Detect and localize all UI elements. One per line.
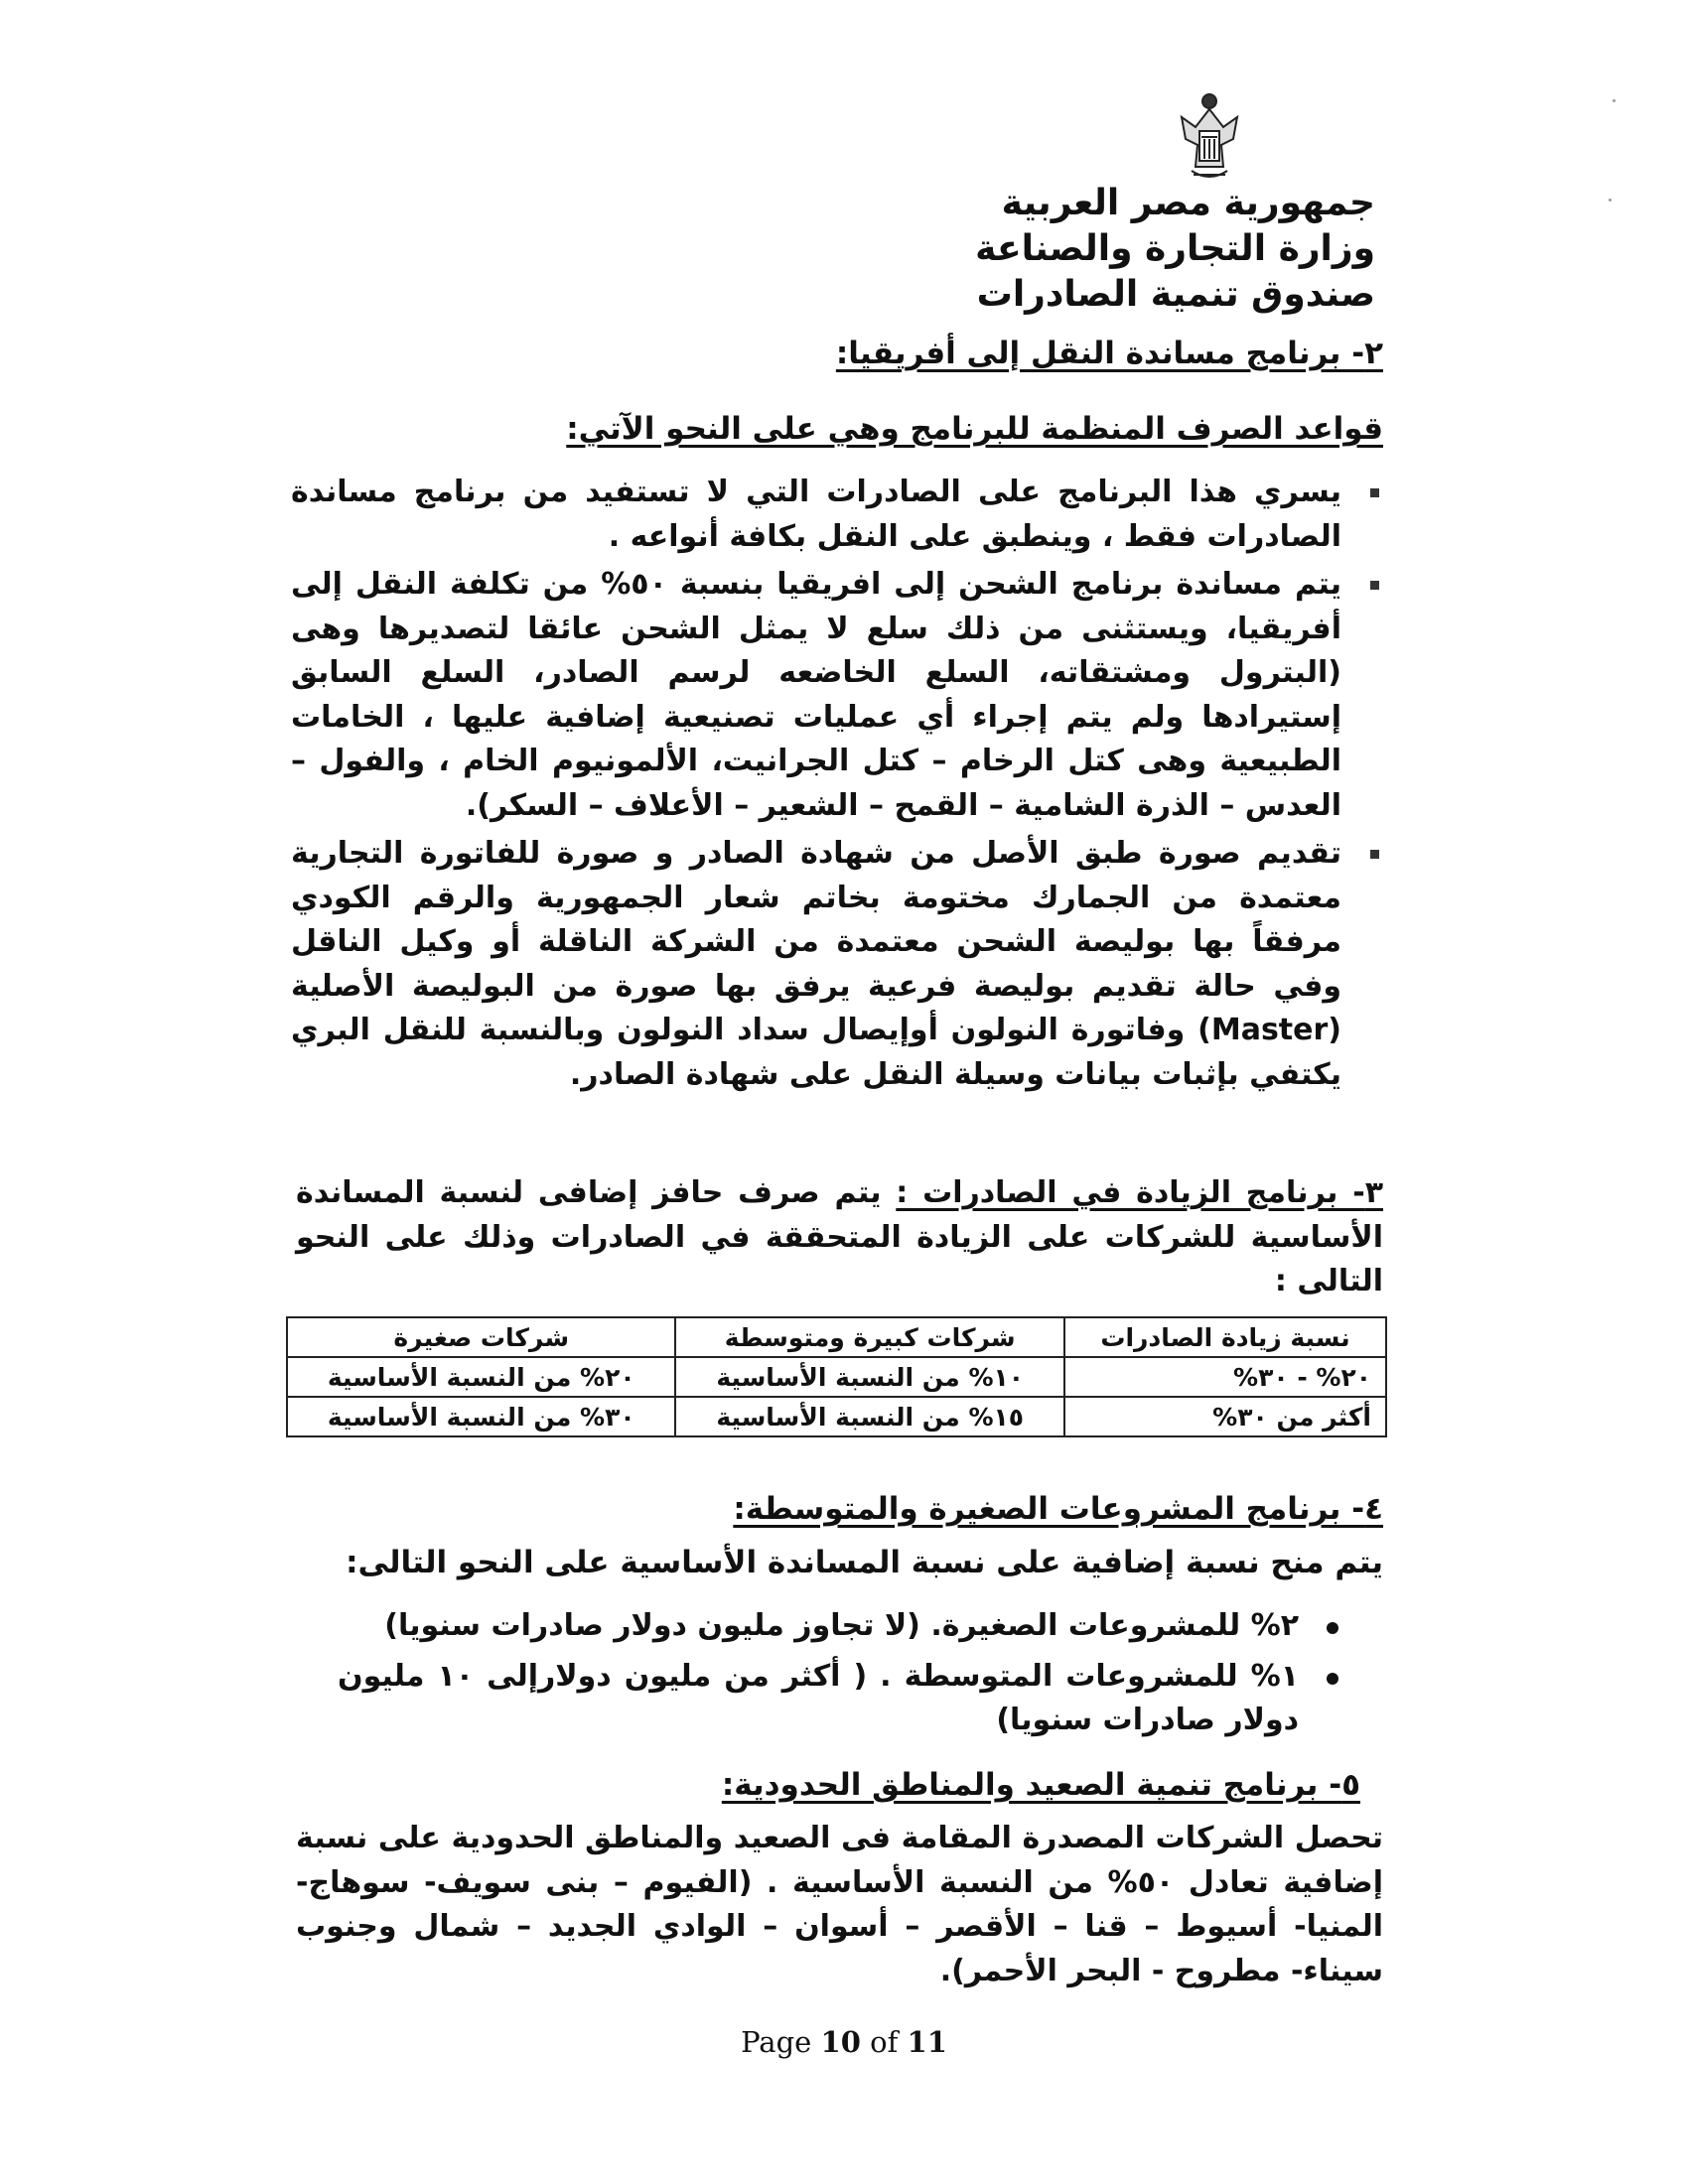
fund-name: صندوق تنمية الصادرات <box>976 274 1375 315</box>
section5-text: تحصل الشركات المصدرة المقامة فى الصعيد والمناطق الحدودية على نسبة إضافية تعادل ٥٠% من النسبة الأساسية . (الفيوم – بنى سويف- سوهاج- المنيا- أسيوط – قنا – الأقصر – أسوان – الوادي الجديد – شمال وجنوب سيناء- مطروح - البحر الأحمر). <box>296 1821 1383 1988</box>
page-current: 10 <box>820 2025 861 2059</box>
bullet-text: يتم مساندة برنامج الشحن إلى افريقيا بنسبة ٥٠% من تكلفة النقل إلى أفريقيا، ويستثنى من ذلك سلع لا يمثل الشحن عائقا لتصديرها وهى (البترول ومشتقاته، السلع الخاضعه لرسم الصادر، السلع السابق إستيرادها ولم يتم إجراء أي عمليات تصنيعية إضافية عليها ، الخامات الطبيعية وهى كتل الرخام – كتل الجرانيت، الألمونيوم الخام ، والفول – العدس – الذرة الشامية – القمح – الشعير – الأعلاف – السكر). <box>291 567 1341 823</box>
section5-title: ٥- برنامج تنمية الصعيد والمناطق الحدودية: <box>721 1767 1360 1803</box>
bullet-item <box>338 1604 1340 1649</box>
section2-bullets <box>291 471 1383 1097</box>
page-footer <box>0 2025 1688 2059</box>
bullet-text: ٢% للمشروعات الصغيرة. (لا تجاوز مليون دولار صادرات سنويا) <box>384 1608 1299 1643</box>
export-increase-table <box>286 1316 1387 1437</box>
bullet-text: تقديم صورة طبق الأصل من شهادة الصادر و صورة للفاتورة التجارية معتمدة من الجمارك مختومة بخاتم شعار الجمهورية والرقم الكودي مرفقاً بها بوليصة الشحن معتمدة من الشركة الناقلة أو وكيل الناقل وفي حالة تقديم بوليصة فرعية يرفق بها صورة من البوليصة الأصلية (Master) وفاتورة النولون أوإيصال سداد النولون وبالنسبة للنقل البري يكتفي بإثبات بيانات وسيلة النقل على شهادة الصادر. <box>291 836 1341 1092</box>
round-bullet-icon <box>1327 1622 1338 1634</box>
scan-speck <box>1613 99 1616 102</box>
square-bullet-icon <box>1370 488 1379 497</box>
ministry-name: وزارة التجارة والصناعة <box>975 228 1375 269</box>
table-header-cell: شركات صغيرة <box>287 1317 675 1357</box>
section2-title: ٢- برنامج مساندة النقل إلى أفريقيا: <box>835 336 1383 371</box>
table-cell: ٢٠% من النسبة الأساسية <box>287 1357 675 1397</box>
bullet-text: يسري هذا البرنامج على الصادرات التي لا تستفيد من برنامج مساندة الصادرات فقط ، وينطبق على النقل بكافة أنواعه . <box>291 475 1341 554</box>
bullet-text: ١% للمشروعات المتوسطة . ( أكثر من مليون دولارإلى ١٠ مليون دولار صادرات سنويا) <box>338 1658 1299 1737</box>
rules-title: قواعد الصرف المنظمة للبرنامج وهي على النحو الآتي: <box>566 411 1383 447</box>
section3-title: ٣- برنامج الزيادة في الصادرات : <box>896 1175 1383 1210</box>
table-cell: أكثر من ٣٠% <box>1064 1397 1386 1436</box>
table-header-row <box>287 1317 1386 1357</box>
bullet-item <box>291 832 1383 1097</box>
bullet-item <box>291 471 1383 559</box>
table-cell: ٢٠% - ٣٠% <box>1064 1357 1386 1397</box>
page-total: 11 <box>907 2025 947 2059</box>
section4-intro: يتم منح نسبة إضافية على نسبة المساندة الأساسية على النحو التالى: <box>346 1545 1383 1580</box>
table-row <box>287 1357 1386 1397</box>
round-bullet-icon <box>1327 1673 1338 1685</box>
page-word: Page <box>741 2025 812 2059</box>
table-cell: ١٠% من النسبة الأساسية <box>675 1357 1063 1397</box>
table-cell: ١٥% من النسبة الأساسية <box>675 1397 1063 1436</box>
letterhead <box>779 181 1375 318</box>
table-cell: ٣٠% من النسبة الأساسية <box>287 1397 675 1436</box>
section3-paragraph <box>296 1171 1383 1304</box>
square-bullet-icon <box>1370 850 1379 859</box>
of-word: of <box>870 2025 899 2059</box>
scan-speck <box>1609 199 1612 202</box>
section4-bullets <box>338 1604 1340 1743</box>
section4-title: ٤- برنامج المشروعات الصغيرة والمتوسطة: <box>733 1491 1383 1527</box>
bullet-item <box>291 563 1383 828</box>
section3-text: يتم صرف حافز إضافى لنسبة المساندة الأساسية للشركات على الزيادة المتحققة في الصادرات وذلك على النحو التالى : <box>296 1175 1383 1298</box>
bullet-item <box>338 1655 1340 1743</box>
table-header-cell: نسبة زيادة الصادرات <box>1064 1317 1386 1357</box>
country-name: جمهورية مصر العربية <box>1001 183 1375 223</box>
square-bullet-icon <box>1370 581 1379 590</box>
table-row <box>287 1397 1386 1436</box>
eagle-emblem-icon <box>1176 87 1243 187</box>
table-header-cell: شركات كبيرة ومتوسطة <box>675 1317 1063 1357</box>
